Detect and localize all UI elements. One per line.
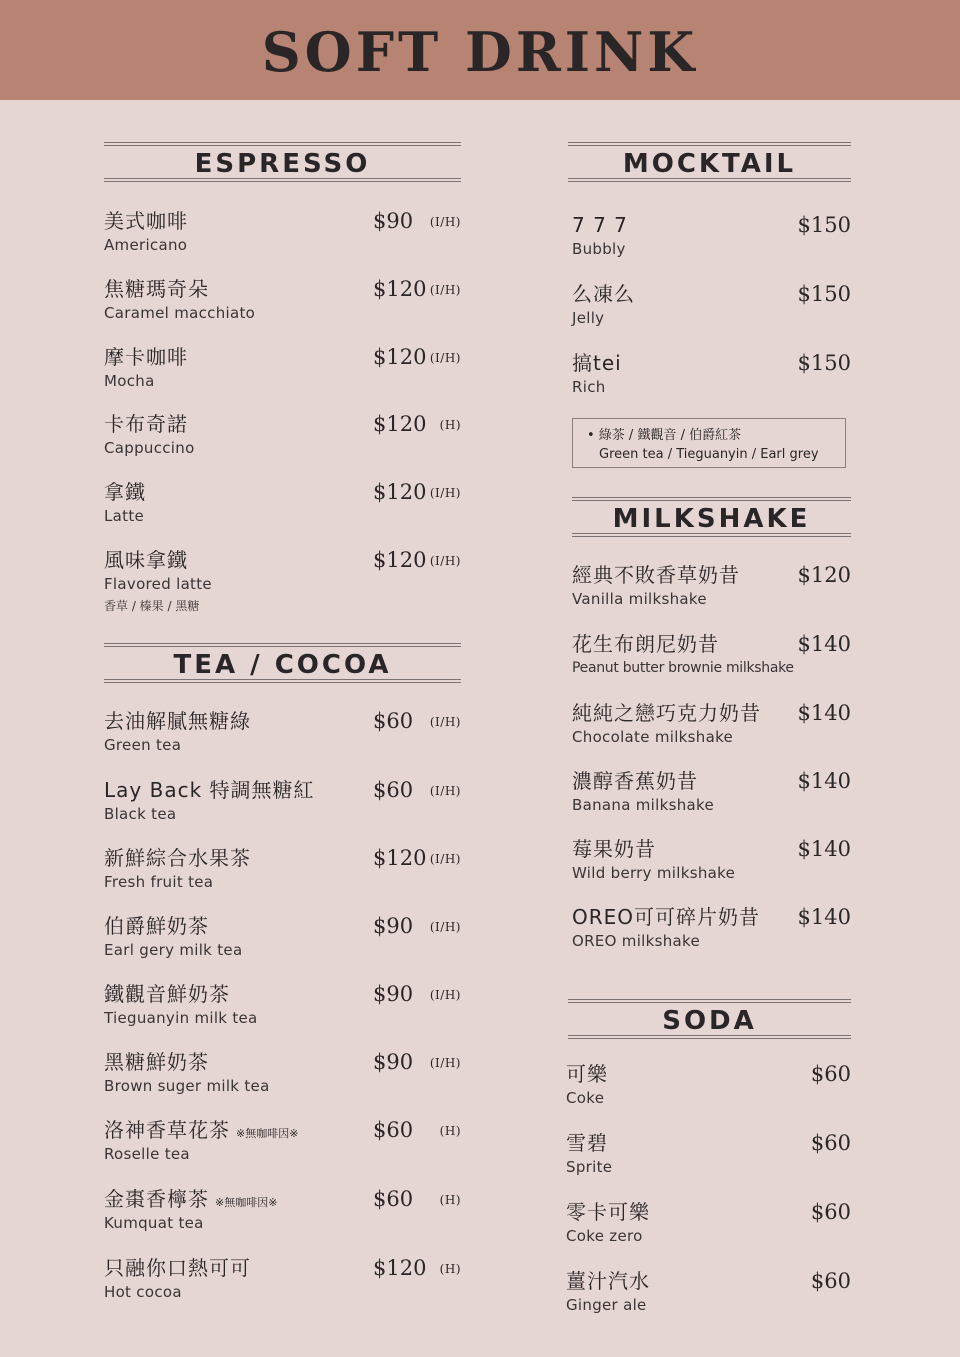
item-serving-tag: (I/H) <box>429 215 461 229</box>
section-title-soda: SODA <box>662 1006 757 1036</box>
menu-item <box>104 1117 461 1177</box>
item-name-zh: 搞tei <box>572 351 622 375</box>
item-name-en: Roselle tea <box>104 1145 190 1163</box>
item-name-zh: 只融你口熱可可 <box>104 1256 251 1280</box>
item-serving-tag: (I/H) <box>429 715 461 729</box>
item-name-en: Brown suger milk tea <box>104 1077 270 1095</box>
item-name-en: OREO milkshake <box>572 932 701 950</box>
item-serving-tag: (H) <box>439 418 461 432</box>
menu-item <box>104 411 461 471</box>
section-header-espresso <box>104 142 461 182</box>
menu-item <box>104 344 461 404</box>
tea-options-en: Green tea / Tieguanyin / Earl grey <box>599 447 819 462</box>
item-name-en: Chocolate milkshake <box>572 728 734 746</box>
menu-item <box>104 276 461 336</box>
divider <box>572 497 851 501</box>
item-name-zh: 純純之戀巧克力奶昔 <box>572 701 761 725</box>
item-serving-tag: (I/H) <box>429 283 461 297</box>
menu-item <box>104 1255 461 1315</box>
item-price: $120 <box>373 277 427 301</box>
item-price: $60 <box>810 1062 851 1086</box>
menu-item <box>104 479 461 539</box>
menu-item <box>104 208 461 268</box>
section-title-tea-cocoa: TEA / COCOA <box>173 650 392 680</box>
item-name-en: Coke zero <box>566 1227 643 1245</box>
section-header-mocktail <box>568 142 851 182</box>
item-name-zh: 經典不敗香草奶昔 <box>572 563 740 587</box>
item-name-zh: 零卡可樂 <box>566 1200 650 1224</box>
item-name-en: Fresh fruit tea <box>104 873 214 891</box>
item-serving-tag: (I/H) <box>429 988 461 1002</box>
item-price: $140 <box>797 905 851 929</box>
divider <box>104 142 461 146</box>
item-serving-tag: (I/H) <box>429 554 461 568</box>
item-name-zh: 黑糖鮮奶茶 <box>104 1050 209 1074</box>
divider <box>104 643 461 647</box>
item-name-zh-text: 金棗香檸茶 <box>104 1187 209 1211</box>
item-flavor-options: 香草 / 榛果 / 黑糖 <box>104 599 200 613</box>
item-price: $60 <box>810 1131 851 1155</box>
item-name-en: Latte <box>104 507 145 525</box>
item-name-en: Tieguanyin milk tea <box>104 1009 258 1027</box>
item-name-en: Americano <box>104 236 188 254</box>
item-name-zh: 花生布朗尼奶昔 <box>572 632 719 656</box>
item-serving-tag: (H) <box>439 1262 461 1276</box>
item-price: $140 <box>797 769 851 793</box>
menu-header <box>0 0 960 100</box>
item-price: $60 <box>373 1118 414 1142</box>
item-name-zh: 風味拿鐵 <box>104 548 188 572</box>
item-price: $140 <box>797 701 851 725</box>
tea-options-zh: • 綠茶 / 鐵觀音 / 伯爵紅茶 <box>587 428 742 443</box>
item-price: $120 <box>373 345 427 369</box>
item-name-en: Wild berry milkshake <box>572 864 736 882</box>
item-price: $120 <box>373 846 427 870</box>
menu-item <box>104 981 461 1041</box>
caffeine-free-note: ※無咖啡因※ <box>215 1196 278 1209</box>
divider <box>568 178 851 182</box>
divider <box>572 533 851 537</box>
item-name-zh <box>104 1186 277 1216</box>
item-price: $120 <box>373 548 427 572</box>
item-name-zh: 新鮮綜合水果茶 <box>104 846 251 870</box>
menu-item <box>572 836 851 896</box>
item-name-zh: 摩卡咖啡 <box>104 345 188 369</box>
section-title-espresso: ESPRESSO <box>194 149 371 179</box>
item-name-zh: 濃醇香蕉奶昔 <box>572 769 698 793</box>
item-name-en: Green tea <box>104 736 182 754</box>
item-price: $140 <box>797 632 851 656</box>
item-serving-tag: (I/H) <box>429 351 461 365</box>
divider <box>104 178 461 182</box>
menu-item <box>104 913 461 973</box>
item-price: $60 <box>810 1200 851 1224</box>
item-price: $150 <box>797 213 851 237</box>
item-name-zh: 拿鐵 <box>104 480 146 504</box>
item-name-en: Mocha <box>104 372 155 390</box>
item-name-zh: 卡布奇諾 <box>104 412 188 436</box>
item-name-en: Rich <box>572 378 606 396</box>
item-price: $150 <box>797 282 851 306</box>
menu-item <box>572 281 851 341</box>
divider <box>568 142 851 146</box>
menu-item <box>566 1130 851 1190</box>
menu-item <box>104 708 461 768</box>
item-name-zh: 薑汁汽水 <box>566 1269 650 1293</box>
item-name-zh: 么凍么 <box>572 282 635 306</box>
menu-item <box>572 700 851 760</box>
item-name-en: Earl gery milk tea <box>104 941 243 959</box>
menu-item <box>104 1186 461 1246</box>
section-header-tea-cocoa <box>104 643 461 683</box>
item-name-zh: 莓果奶昔 <box>572 837 656 861</box>
section-title-milkshake: MILKSHAKE <box>612 504 811 534</box>
item-serving-tag: (H) <box>439 1193 461 1207</box>
item-price: $60 <box>373 778 414 802</box>
item-price: $120 <box>373 480 427 504</box>
item-price: $120 <box>797 563 851 587</box>
item-price: $90 <box>373 209 414 233</box>
item-price: $90 <box>373 1050 414 1074</box>
item-name-zh: 雪碧 <box>566 1131 608 1155</box>
item-serving-tag: (I/H) <box>429 1056 461 1070</box>
item-name-en: Sprite <box>566 1158 613 1176</box>
menu-item <box>566 1061 851 1121</box>
item-name-en: Ginger ale <box>566 1296 647 1314</box>
item-name-en: Black tea <box>104 805 177 823</box>
item-name-zh <box>104 1117 298 1147</box>
item-name-zh: 鐵觀音鮮奶茶 <box>104 982 230 1006</box>
item-name-zh: 可樂 <box>566 1062 608 1086</box>
item-serving-tag: (I/H) <box>429 852 461 866</box>
item-serving-tag: (I/H) <box>429 784 461 798</box>
item-serving-tag: (I/H) <box>429 486 461 500</box>
item-price: $60 <box>373 709 414 733</box>
item-name-zh-text: 洛神香草花茶 <box>104 1118 230 1142</box>
item-name-en: Banana milkshake <box>572 796 714 814</box>
item-name-en: Flavored latte <box>104 575 212 593</box>
item-name-en: Hot cocoa <box>104 1283 182 1301</box>
item-name-zh: Lay Back 特調無糖紅 <box>104 778 315 802</box>
section-header-milkshake <box>572 497 851 537</box>
item-name-zh: 7 7 7 <box>572 213 628 237</box>
item-price: $120 <box>373 1256 427 1280</box>
caffeine-free-note: ※無咖啡因※ <box>236 1127 299 1140</box>
menu-item <box>572 631 851 691</box>
divider <box>104 679 461 683</box>
item-serving-tag: (H) <box>439 1124 461 1138</box>
menu-item <box>104 845 461 905</box>
menu-title: SOFT DRINK <box>261 20 699 84</box>
item-name-en: Kumquat tea <box>104 1214 204 1232</box>
menu-item <box>572 904 851 964</box>
item-price: $60 <box>373 1187 414 1211</box>
item-price: $120 <box>373 412 427 436</box>
item-name-en: Jelly <box>572 309 605 327</box>
item-name-en: Vanilla milkshake <box>572 590 707 608</box>
item-price: $150 <box>797 351 851 375</box>
item-name-en: Peanut butter brownie milkshake <box>572 660 794 676</box>
menu-item <box>566 1268 851 1328</box>
item-name-en: Cappuccino <box>104 439 195 457</box>
item-name-en: Bubbly <box>572 240 626 258</box>
item-price: $90 <box>373 914 414 938</box>
item-name-zh: 伯爵鮮奶茶 <box>104 914 209 938</box>
menu-item <box>572 768 851 828</box>
tea-base-options-box <box>572 418 846 468</box>
item-name-zh: 美式咖啡 <box>104 209 188 233</box>
item-name-zh: OREO可可碎片奶昔 <box>572 905 761 929</box>
item-price: $140 <box>797 837 851 861</box>
menu-item <box>572 212 851 272</box>
menu-item <box>104 1049 461 1109</box>
menu-item <box>566 1199 851 1259</box>
item-price: $60 <box>810 1269 851 1293</box>
item-name-en: Coke <box>566 1089 605 1107</box>
menu-item <box>104 777 461 837</box>
section-header-soda <box>568 999 851 1039</box>
item-name-zh: 去油解膩無糖綠 <box>104 709 251 733</box>
menu-item <box>572 350 851 410</box>
divider <box>568 999 851 1003</box>
menu-item <box>104 547 461 613</box>
item-name-zh: 焦糖瑪奇朵 <box>104 277 209 301</box>
item-serving-tag: (I/H) <box>429 920 461 934</box>
section-title-mocktail: MOCKTAIL <box>622 149 797 179</box>
item-price: $90 <box>373 982 414 1006</box>
menu-item <box>572 562 851 622</box>
divider <box>568 1035 851 1039</box>
item-name-en: Caramel macchiato <box>104 304 256 322</box>
